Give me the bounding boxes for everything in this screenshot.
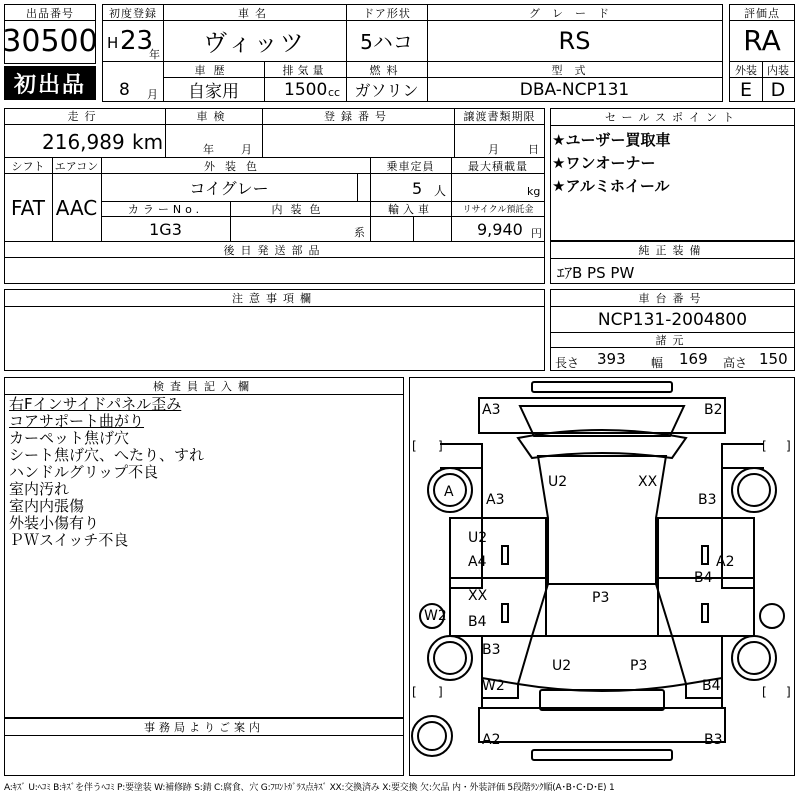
interior-label: 内装 <box>762 62 795 78</box>
left-rear-door-shape <box>450 578 546 636</box>
dims-label: 諸元 <box>551 332 794 348</box>
chassis-box <box>550 289 795 371</box>
damage-code: U2 <box>552 658 572 674</box>
damage-code: B4 <box>468 614 487 630</box>
sales-points-box <box>550 108 795 241</box>
exterior-score: E <box>729 78 763 102</box>
wheels <box>412 468 784 756</box>
damage-code: B2 <box>704 402 723 418</box>
windshield-shape <box>518 430 686 458</box>
width-label: 幅 <box>651 356 664 370</box>
interior-color-cell <box>230 217 371 241</box>
notes-label: 注意事項欄 <box>5 290 544 307</box>
ac-label: エアコン <box>52 158 102 174</box>
transfer-label: 譲渡書類期限 <box>454 108 545 125</box>
front-bumper-shape <box>532 382 672 392</box>
color-no: 1G3 <box>101 217 231 241</box>
reg-no-label: 登録番号 <box>262 108 455 125</box>
damage-code: U2 <box>468 530 488 546</box>
rear-bumper-shape <box>479 708 725 742</box>
damage-code: B4 <box>702 678 721 694</box>
interior-color-label: 内装色 <box>230 201 371 217</box>
recycle-label: リサイクル預託金 <box>451 201 545 217</box>
later-parts-label: 後日発送部品 <box>4 241 545 258</box>
transfer-day-unit: 日 <box>528 143 539 156</box>
capacity-unit: 人 <box>434 184 447 198</box>
inspection-cell <box>165 124 263 158</box>
right-handle-shape <box>702 604 708 622</box>
first-reg-year-cell <box>102 20 164 62</box>
fuel-label: 燃料 <box>346 62 428 78</box>
damage-code: U2 <box>548 474 568 490</box>
first-reg-spacer <box>102 62 164 78</box>
first-reg-year: 23 <box>120 26 154 56</box>
inspector-note: 室内汚れ <box>9 480 70 498</box>
damage-code: XX <box>468 588 488 604</box>
month-unit: 月 <box>147 88 158 101</box>
first-reg-month: 8 <box>119 80 130 100</box>
left-handle-shape <box>502 604 508 622</box>
inspector-note: コアサポート曲がり <box>9 412 145 430</box>
bracket-mark: [ <box>412 439 417 453</box>
damage-code: XX <box>638 474 658 490</box>
inspector-label: 検査員記入欄 <box>5 378 403 395</box>
height: 150 <box>759 350 788 368</box>
model: DBA-NCP131 <box>427 78 723 102</box>
capacity: 5 <box>412 179 423 198</box>
width: 169 <box>679 350 708 368</box>
inspection-month-unit: 月 <box>241 143 252 156</box>
damage-diagram <box>409 377 795 776</box>
rear-lower-shape <box>532 750 672 760</box>
damage-code: A4 <box>468 554 487 570</box>
left-rear-wheel-inner <box>434 642 466 674</box>
damage-code: B3 <box>482 642 501 658</box>
import-label: 輸入車 <box>370 201 452 217</box>
first-reg-month-cell <box>102 78 164 102</box>
damage-code: A2 <box>716 554 735 570</box>
reg-no-cell <box>262 124 455 158</box>
year-unit: 年 <box>149 48 160 61</box>
hood-shape <box>520 406 684 436</box>
damage-code: A <box>444 484 454 500</box>
load-unit: kg <box>527 185 541 198</box>
right-mirror-shape <box>702 546 708 564</box>
displacement-unit: cc <box>328 86 341 99</box>
inspector-notes-list <box>9 396 204 549</box>
interior-color-unit: 系 <box>354 226 365 239</box>
door: 5ハコ <box>346 20 428 62</box>
exterior-color: コイグレー <box>101 174 358 202</box>
office-label: 事務局よりご案内 <box>5 719 403 736</box>
right-rear-wheel-inner <box>738 642 770 674</box>
office-box <box>4 718 404 776</box>
notes-box <box>4 289 545 371</box>
inspector-note: カーペット焦げ穴 <box>9 429 130 447</box>
shift: FAT <box>4 174 53 241</box>
shift-label: シフト <box>4 158 53 174</box>
grade: RS <box>427 20 723 62</box>
dims-row <box>551 348 794 370</box>
exterior-color-sub <box>357 174 371 202</box>
damage-code: P3 <box>630 658 648 674</box>
right-front-door-shape <box>658 518 754 578</box>
inspector-note: 室内内張傷 <box>9 497 85 515</box>
equipment-box <box>550 241 795 284</box>
hood-front-shape <box>479 398 725 433</box>
damage-code: P3 <box>592 590 610 606</box>
spare-wheel-inner <box>418 722 446 750</box>
bracket-mark: ] <box>438 685 443 699</box>
color-no-label: カラーNo. <box>101 201 231 217</box>
score-label: 評価点 <box>729 4 795 21</box>
damage-code: W2 <box>482 678 505 694</box>
door-label: ドア形状 <box>346 4 428 21</box>
history: 自家用 <box>163 78 265 102</box>
exterior-color-label: 外装色 <box>101 158 371 174</box>
load-label: 最大積載量 <box>451 158 545 174</box>
bracket-mark: [ <box>762 439 767 453</box>
transfer-cell <box>454 124 545 158</box>
transfer-month-unit: 月 <box>488 143 499 156</box>
first-reg-label: 初度登録 <box>102 4 164 21</box>
equipment-label: 純正装備 <box>551 242 794 259</box>
height-label: 高さ <box>723 356 748 370</box>
damage-code: A3 <box>482 402 501 418</box>
right-mid-wheel-shape <box>760 604 784 628</box>
car-name-label: 車名 <box>163 4 347 21</box>
displacement-label: 排気量 <box>264 62 347 78</box>
damage-code: B3 <box>698 492 717 508</box>
recycle-cell <box>451 217 545 241</box>
length-label: 長さ <box>555 356 580 370</box>
inspector-note: 右Fインサイドパネル歪み <box>9 395 182 413</box>
equipment-value: ｴｱB PS PW <box>557 264 635 282</box>
bracket-mark: ] <box>786 439 791 453</box>
fuel: ガソリン <box>346 78 428 102</box>
import-cell-a <box>370 217 414 241</box>
car-outline <box>440 382 764 760</box>
trunk-shape <box>518 636 686 691</box>
right-rear-door-shape <box>658 578 754 636</box>
right-front-wheel-inner <box>738 474 770 506</box>
car-name: ヴィッツ <box>163 20 347 62</box>
exterior-label: 外装 <box>729 62 763 78</box>
left-mirror-shape <box>502 546 508 564</box>
inspector-note: ＰＷスイッチ不良 <box>9 531 129 549</box>
damage-code: A3 <box>486 492 505 508</box>
damage-code: A2 <box>482 732 501 748</box>
bracket-mark: ] <box>786 685 791 699</box>
mileage: 216,989 <box>42 130 125 154</box>
displacement: 1500 <box>284 80 328 100</box>
inspection-year-unit: 年 <box>203 143 214 156</box>
damage-code: W2 <box>424 608 447 624</box>
sales-point: ★アルミホイール <box>552 177 670 195</box>
first-listing-badge: 初出品 <box>4 66 96 100</box>
lot-number-label: 出品番号 <box>4 4 96 21</box>
chassis-label: 車台番号 <box>551 290 794 307</box>
inspector-note: シート焦げ穴、へたり、すれ <box>9 446 205 464</box>
ac: AAC <box>52 174 102 241</box>
bracket-mark: ] <box>438 439 443 453</box>
lot-number: 30500 <box>4 20 96 64</box>
bracket-mark: [ <box>412 685 417 699</box>
history-label: 車歴 <box>163 62 265 78</box>
score: RA <box>729 20 795 62</box>
inspection-label: 車検 <box>165 108 263 125</box>
load-cell <box>451 174 545 202</box>
footer-legend: A:ｷｽﾞ U:ﾍｺﾐ B:ｷｽﾞを伴うﾍｺﾐ P:要塗装 W:補修跡 S:錆 C:腐食、穴 G:ﾌﾛﾝﾄｶﾞﾗｽ点ｷｽﾞ XX:交換済み X:要交換 欠:欠品 内・外装評価 5段階ﾗﾝｸ順(A･B･C･D･E) 1 <box>4 783 615 793</box>
sales-point: ★ワンオーナー <box>552 154 656 172</box>
displacement-cell <box>264 78 347 102</box>
damage-code: B4 <box>694 570 713 586</box>
inspector-note: 外装小傷有り <box>9 514 100 532</box>
mileage-unit: km <box>132 130 164 154</box>
recycle-amount: 9,940 <box>477 220 523 239</box>
inspector-note: ハンドルグリップ不良 <box>9 463 159 481</box>
right-front-fender-shape <box>722 444 764 468</box>
sales-points-list <box>552 129 670 198</box>
recycle-unit: 円 <box>531 227 542 240</box>
inspector-box <box>4 377 404 718</box>
mileage-label: 走行 <box>4 108 166 125</box>
capacity-cell <box>370 174 452 202</box>
chassis-number: NCP131-2004800 <box>597 310 748 330</box>
capacity-label: 乗車定員 <box>370 158 452 174</box>
length: 393 <box>597 350 626 368</box>
mileage-cell <box>4 124 166 158</box>
grade-label: グレード <box>427 4 723 21</box>
damage-code: B3 <box>704 732 723 748</box>
sales-point: ★ユーザー買取車 <box>552 131 671 149</box>
left-front-fender-shape <box>440 444 482 468</box>
import-cell-b <box>413 217 452 241</box>
bracket-mark: [ <box>762 685 767 699</box>
era: H <box>107 34 119 52</box>
car-body-diagram <box>410 378 794 775</box>
sales-points-label: セールスポイント <box>551 109 794 126</box>
model-label: 型式 <box>427 62 723 78</box>
left-front-door-shape <box>450 518 546 578</box>
interior-score: D <box>762 78 795 102</box>
